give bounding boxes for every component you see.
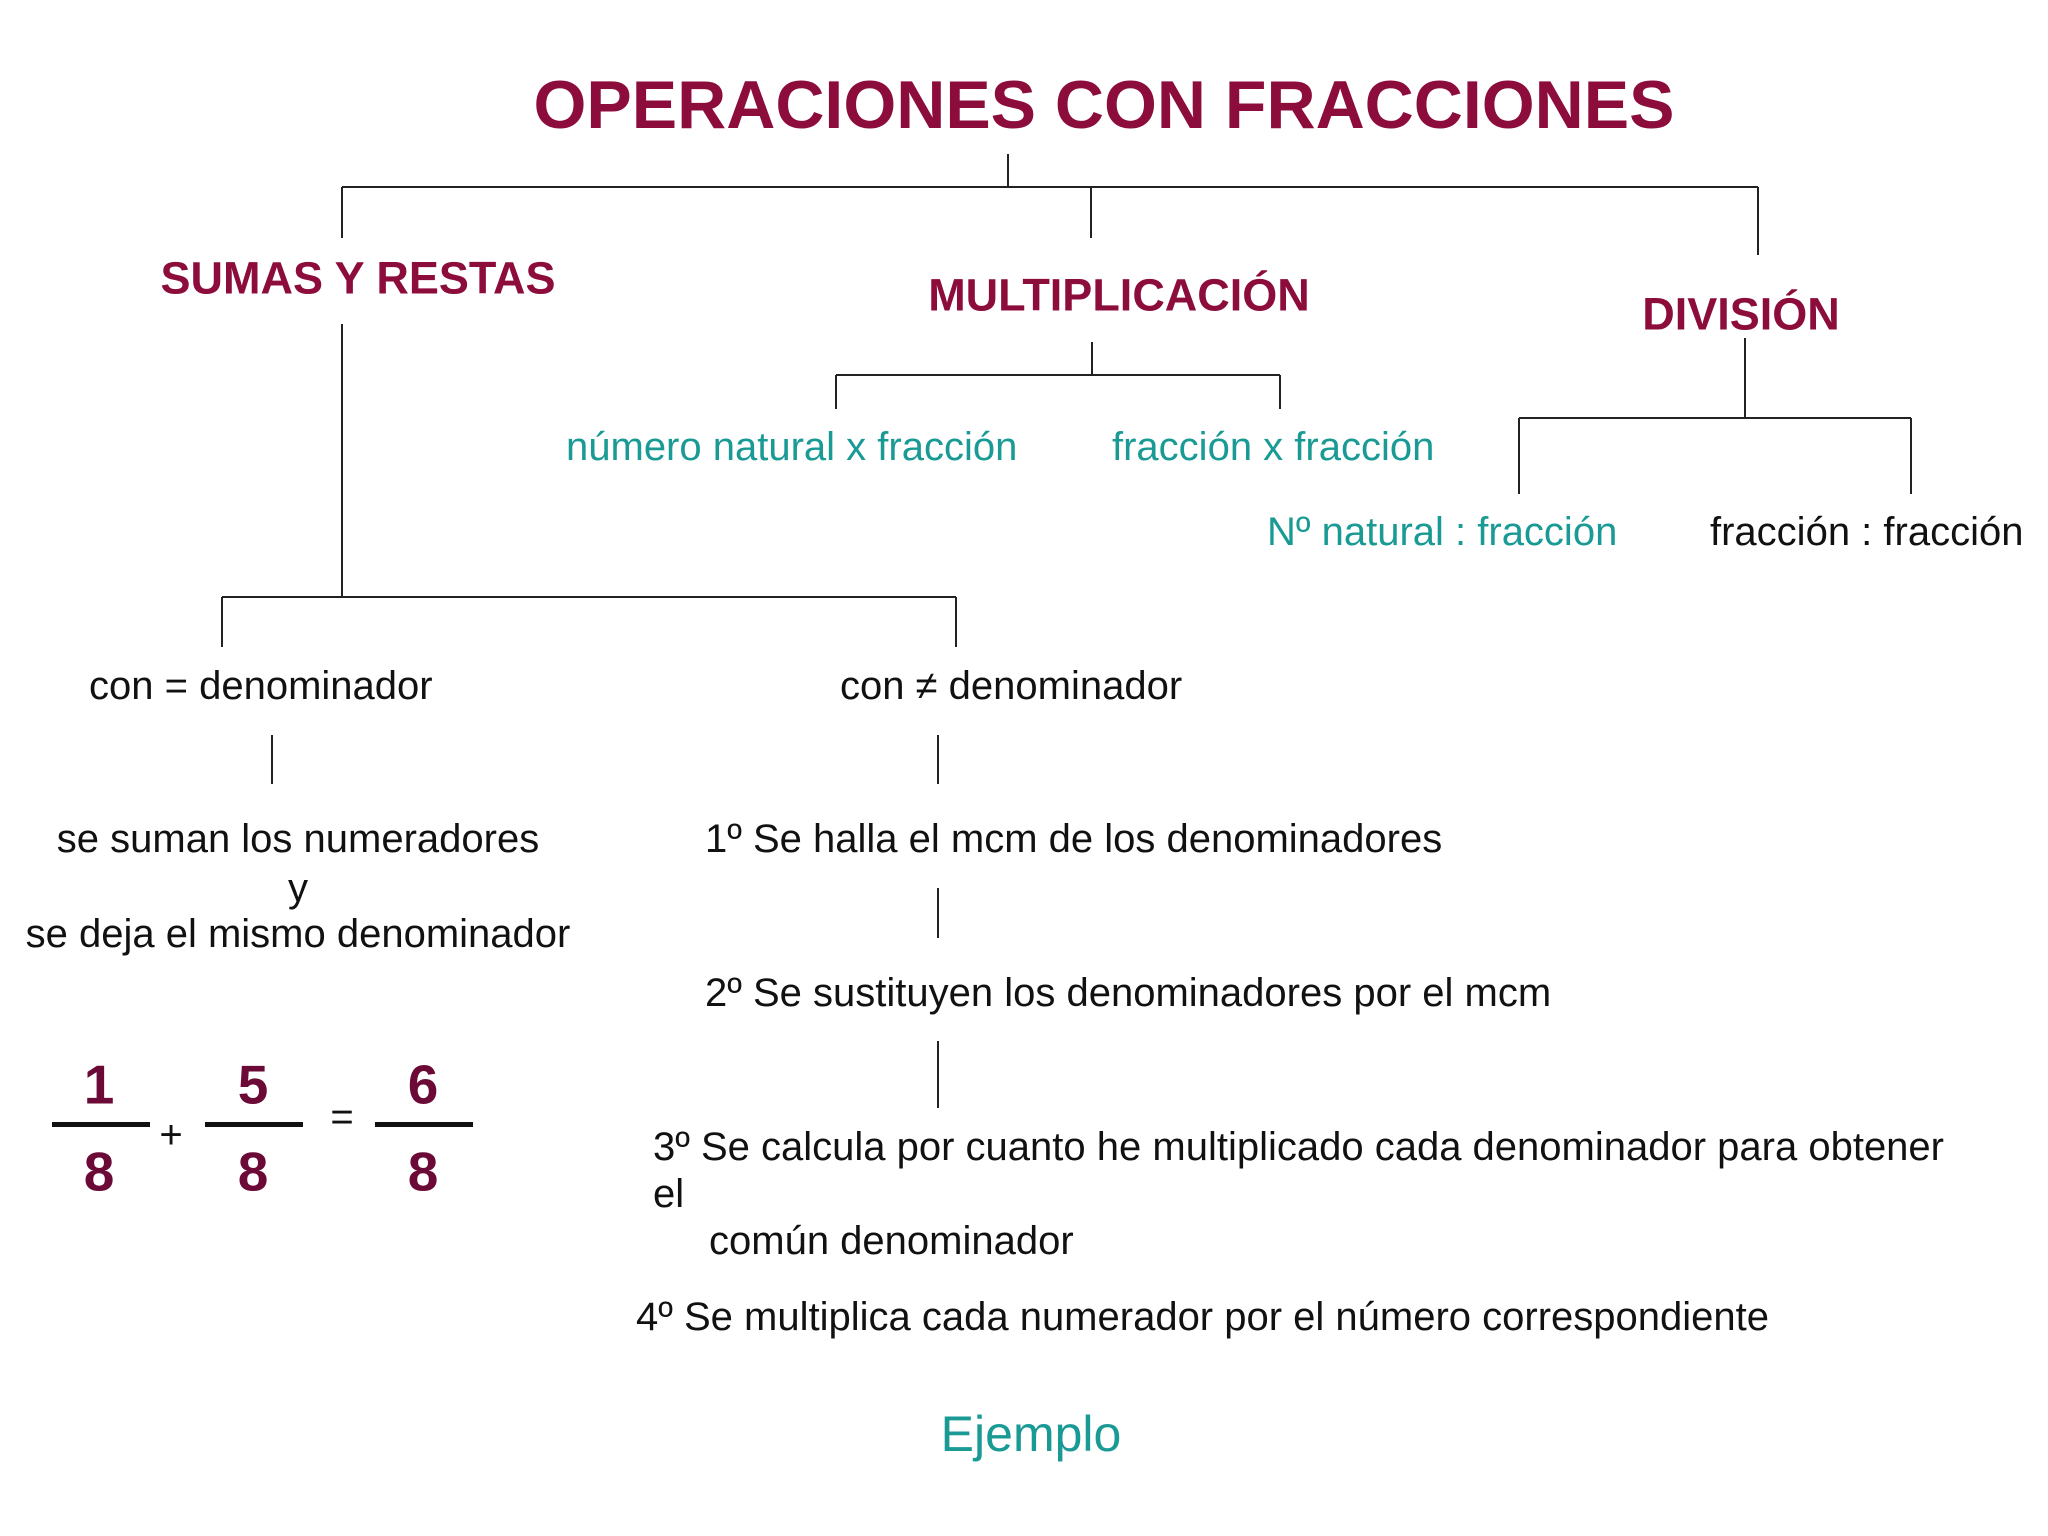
same-denominator-rule-line: se deja el mismo denominador — [25, 912, 571, 956]
example-label: Ejemplo — [940, 1406, 1122, 1462]
fraction-denominator: 8 — [83, 1140, 115, 1203]
division-heading: DIVISIÓN — [1642, 288, 1840, 340]
step-4: 4º Se multiplica cada numerador por el número correspondiente — [636, 1295, 1770, 1339]
equals-operator: = — [330, 1095, 354, 1139]
step-3-line-1: 3º Se calcula por cuanto he multiplicado cada denominador para obtener — [653, 1125, 1944, 1169]
same-denominator-rule-line: se suman los numeradores — [56, 817, 540, 861]
fraction-numerator: 5 — [237, 1053, 269, 1116]
step-3-line-3: común denominador — [709, 1219, 1074, 1263]
step-3-line-2: el — [653, 1172, 685, 1216]
same-denominator-label: con = denominador — [89, 664, 433, 708]
different-denominator-label: con ≠ denominador — [840, 664, 1183, 708]
fraction-numerator: 6 — [407, 1053, 439, 1116]
fraction-denominator: 8 — [237, 1140, 269, 1203]
fraction-bar — [375, 1122, 473, 1127]
page-title: OPERACIONES CON FRACCIONES — [533, 67, 1675, 143]
fraction-bar — [52, 1122, 150, 1127]
division-case-fraction: fracción : fracción — [1710, 510, 2024, 554]
sums-heading: SUMAS Y RESTAS — [160, 252, 556, 304]
fraction-bar — [205, 1122, 303, 1127]
step-2: 2º Se sustituyen los denominadores por el mcm — [705, 971, 1552, 1015]
fraction-denominator: 8 — [407, 1140, 439, 1203]
division-case-natural: Nº natural : fracción — [1267, 510, 1618, 554]
multiplication-case-natural: número natural x fracción — [566, 425, 1018, 469]
plus-operator: + — [159, 1113, 183, 1157]
same-denominator-rule-line: y — [288, 866, 308, 910]
multiplication-case-fraction: fracción x fracción — [1112, 425, 1435, 469]
fraction-numerator: 1 — [83, 1053, 115, 1116]
step-1: 1º Se halla el mcm de los denominadores — [705, 817, 1443, 861]
multiplication-heading: MULTIPLICACIÓN — [928, 269, 1310, 321]
